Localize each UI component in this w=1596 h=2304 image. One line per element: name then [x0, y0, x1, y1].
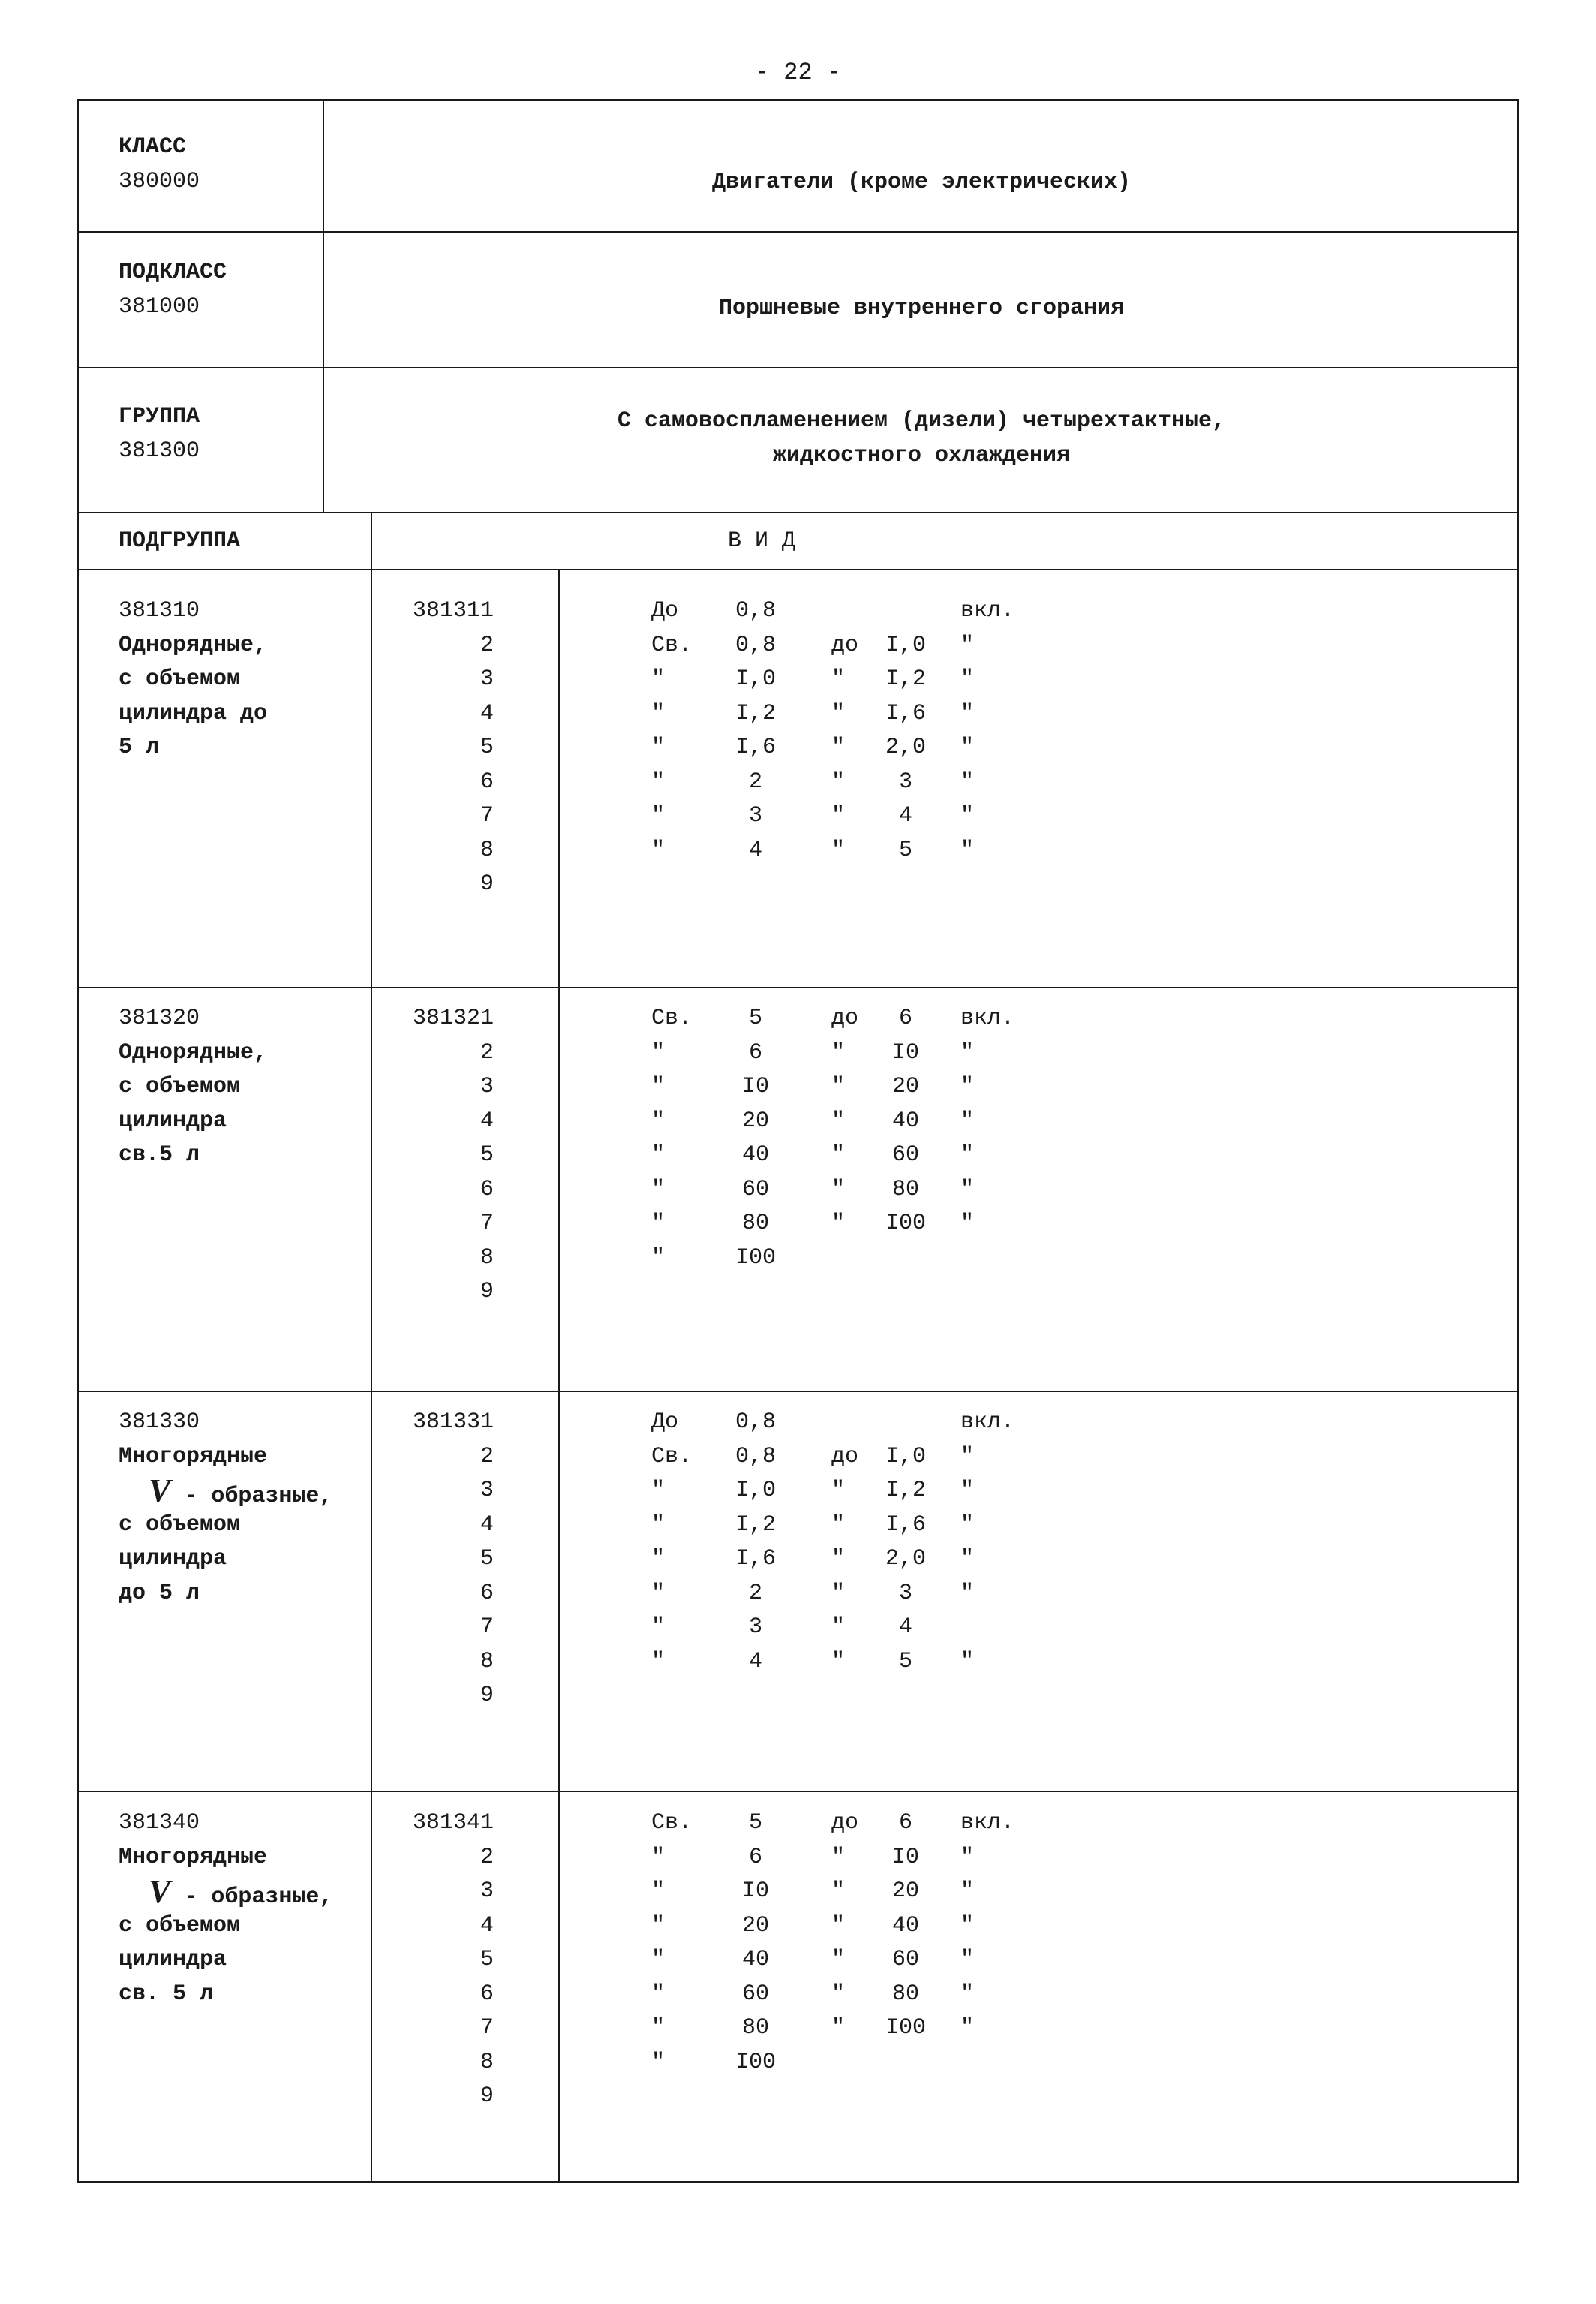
- range-to-word: до: [831, 632, 859, 658]
- range-prefix: ": [651, 1511, 666, 1538]
- range-prefix: ": [651, 1844, 666, 1870]
- range-to-word: ": [831, 1947, 846, 1972]
- inclusive-mark: ": [960, 1443, 975, 1469]
- range-row: [651, 1138, 1222, 1173]
- inclusive-mark: ": [960, 666, 975, 692]
- range-prefix: ": [651, 2015, 666, 2041]
- range-to-word: ": [831, 1844, 846, 1870]
- subgroup-description-line: св.5 л: [119, 1142, 200, 1168]
- range-row: [651, 1577, 1222, 1611]
- type-code: 6: [479, 1176, 494, 1202]
- range-row: [651, 1474, 1222, 1508]
- range-to-word: ": [831, 700, 846, 726]
- range-from: 4: [748, 837, 762, 863]
- subgroup-description-line: V - образные,: [149, 1472, 333, 1509]
- subgroup-code: 381320: [119, 1006, 200, 1031]
- subgroup-code: 381340: [119, 1810, 200, 1836]
- range-to-word: ": [831, 1878, 846, 1904]
- subclass-name: Поршневые внутреннего сгорания: [718, 296, 1125, 321]
- inclusive-mark: вкл.: [960, 598, 1015, 624]
- inclusive-mark: вкл.: [960, 1810, 1015, 1836]
- range-from: 60: [741, 1981, 769, 2007]
- inclusive-mark: ": [960, 1912, 975, 1939]
- range-row: [651, 1542, 1222, 1577]
- range-from: I,0: [735, 666, 776, 692]
- range-from: 0,8: [735, 632, 776, 658]
- range-to-word: ": [831, 1614, 846, 1640]
- range-row: [651, 765, 1222, 800]
- range-to-word: ": [831, 1511, 846, 1538]
- range-prefix: ": [651, 1074, 666, 1099]
- range-to: 4: [898, 1614, 912, 1640]
- range-to-word: до: [831, 1443, 859, 1469]
- inclusive-mark: ": [960, 1478, 975, 1503]
- range-from: 3: [748, 1614, 762, 1640]
- range-prefix: Св.: [651, 632, 693, 658]
- range-to-word: ": [831, 1478, 846, 1503]
- range-prefix: ": [651, 1947, 666, 1972]
- v-shape-letter: V: [149, 1472, 171, 1509]
- range-from: I,2: [735, 1511, 776, 1538]
- range-prefix: ": [651, 735, 666, 760]
- type-code: 2: [479, 1844, 494, 1870]
- subgroup-description-line: с объемом: [119, 666, 241, 692]
- subgroup-description-line: с объемом: [119, 1912, 241, 1939]
- type-code-column: [390, 594, 494, 902]
- range-to-word: ": [831, 803, 846, 829]
- range-from: 5: [748, 1006, 762, 1031]
- page-number: - 22 -: [754, 59, 842, 86]
- type-code: 5: [479, 1947, 494, 1972]
- range-from: 40: [741, 1142, 769, 1168]
- range-prefix: ": [651, 837, 666, 863]
- range-row: [651, 834, 1222, 868]
- range-from: 3: [748, 803, 762, 829]
- range-prefix: Св.: [651, 1810, 693, 1836]
- type-code: 7: [479, 1614, 494, 1640]
- range-row: [651, 2011, 1222, 2046]
- range-to-word: ": [831, 1580, 846, 1606]
- range-from: 4: [748, 1648, 762, 1674]
- range-row: [651, 1036, 1222, 1071]
- range-to: 2,0: [885, 735, 926, 760]
- type-code-column: [390, 1406, 494, 1713]
- range-to-word: ": [831, 2015, 846, 2041]
- v-shape-letter: V: [149, 1873, 171, 1910]
- type-code: 4: [479, 1511, 494, 1538]
- type-code: 2: [479, 1443, 494, 1469]
- subgroup-description-line: V - образные,: [149, 1873, 333, 1910]
- type-code: 6: [479, 1981, 494, 2007]
- range-to-word: ": [831, 1211, 846, 1236]
- range-to: 3: [898, 1580, 912, 1606]
- type-code: 9: [479, 1683, 494, 1708]
- range-to: I0: [891, 1844, 919, 1870]
- range-to-word: ": [831, 735, 846, 760]
- inclusive-mark: ": [960, 735, 975, 760]
- inclusive-mark: ": [960, 1108, 975, 1134]
- inclusive-mark: ": [960, 1947, 975, 1972]
- range-row: [651, 1909, 1222, 1944]
- range-prefix: ": [651, 1580, 666, 1606]
- range-from: 40: [741, 1947, 769, 1972]
- range-from: 80: [741, 2015, 769, 2041]
- inclusive-mark: ": [960, 1211, 975, 1236]
- range-to-word: ": [831, 837, 846, 863]
- divider: [558, 569, 560, 2182]
- range-prefix: ": [651, 1039, 666, 1066]
- type-code: 5: [479, 1546, 494, 1572]
- type-code: 3: [479, 1074, 494, 1099]
- range-row: [651, 1002, 1222, 1036]
- group-code: 381300: [119, 438, 200, 464]
- range-prefix: ": [651, 1648, 666, 1674]
- range-row: [651, 1508, 1222, 1543]
- inclusive-mark: ": [960, 1142, 975, 1168]
- type-code: 8: [479, 837, 494, 863]
- range-row: [651, 594, 1222, 629]
- range-to: 6: [898, 1006, 912, 1031]
- type-code: 8: [479, 1244, 494, 1271]
- range-row: [651, 1275, 1222, 1310]
- range-from: 6: [748, 1039, 762, 1066]
- range-row: [651, 1241, 1222, 1276]
- type-code: 4: [479, 1912, 494, 1939]
- range-from: 20: [741, 1108, 769, 1134]
- range-from: 0,8: [735, 1409, 776, 1435]
- inclusive-mark: ": [960, 837, 975, 863]
- subgroup-description-line: 5 л: [119, 735, 160, 760]
- divider: [77, 512, 1519, 513]
- type-code: 6: [479, 769, 494, 795]
- divider: [77, 231, 1519, 233]
- range-to: 60: [891, 1142, 919, 1168]
- range-prefix: ": [651, 1478, 666, 1503]
- type-code: 7: [479, 1211, 494, 1236]
- subgroup-description-line: Однорядные,: [119, 1039, 268, 1066]
- range-to: 2,0: [885, 1546, 926, 1572]
- range-to: 3: [898, 769, 912, 795]
- type-code: 2: [479, 632, 494, 658]
- type-code-column: [390, 1806, 494, 2114]
- range-prefix: До: [651, 1409, 679, 1435]
- range-from: I00: [735, 1244, 776, 1271]
- range-from: 5: [748, 1810, 762, 1836]
- range-to: I,6: [885, 700, 926, 726]
- range-prefix: ": [651, 700, 666, 726]
- range-to: I,2: [885, 1478, 926, 1503]
- range-to-word: ": [831, 1108, 846, 1134]
- subgroup-description-line: цилиндра: [119, 1546, 227, 1572]
- range-row: [651, 1679, 1222, 1713]
- range-to: 80: [891, 1176, 919, 1202]
- range-to-word: ": [831, 1648, 846, 1674]
- range-from: 0,8: [735, 1443, 776, 1469]
- range-from: 20: [741, 1912, 769, 1939]
- type-code: 381311: [412, 598, 494, 624]
- type-code: 3: [479, 666, 494, 692]
- range-to: I00: [885, 1211, 926, 1236]
- range-to: 4: [898, 803, 912, 829]
- subclass-label: ПОДКЛАСС: [119, 260, 227, 285]
- range-row: [651, 1173, 1222, 1208]
- range-to-word: до: [831, 1810, 859, 1836]
- range-from: I,0: [735, 1478, 776, 1503]
- divider: [77, 1791, 1519, 1792]
- range-to: I0: [891, 1039, 919, 1066]
- range-prefix: ": [651, 1981, 666, 2007]
- inclusive-mark: ": [960, 1580, 975, 1606]
- subgroup-description-line: цилиндра до: [119, 700, 268, 726]
- range-row: [651, 1806, 1222, 1841]
- type-code: 8: [479, 2049, 494, 2075]
- type-code: 3: [479, 1878, 494, 1904]
- range-prefix: ": [651, 666, 666, 692]
- inclusive-mark: ": [960, 2015, 975, 2041]
- range-prefix: ": [651, 1878, 666, 1904]
- type-code: 9: [479, 1279, 494, 1304]
- inclusive-mark: ": [960, 1511, 975, 1538]
- range-row: [651, 868, 1222, 902]
- range-prefix: ": [651, 1211, 666, 1236]
- inclusive-mark: вкл.: [960, 1006, 1015, 1031]
- range-row: [651, 663, 1222, 697]
- subgroup-code: 381330: [119, 1409, 200, 1435]
- range-from: I,6: [735, 1546, 776, 1572]
- kind-column-header: В И Д: [728, 528, 796, 554]
- type-code: 381331: [412, 1409, 494, 1435]
- range-to: I,6: [885, 1511, 926, 1538]
- range-to-word: ": [831, 1142, 846, 1168]
- range-from: 2: [748, 1580, 762, 1606]
- range-to: I00: [885, 2015, 926, 2041]
- type-code: 381341: [412, 1810, 494, 1836]
- type-code: 4: [479, 1108, 494, 1134]
- range-row: [651, 1978, 1222, 2012]
- range-row: [651, 731, 1222, 765]
- subgroup-description-line: цилиндра: [119, 1108, 227, 1134]
- range-row: [651, 1440, 1222, 1475]
- range-from: 6: [748, 1844, 762, 1870]
- range-row: [651, 697, 1222, 732]
- divider: [371, 512, 372, 2182]
- type-code: 6: [479, 1580, 494, 1606]
- range-prefix: ": [651, 1244, 666, 1271]
- range-row: [651, 1105, 1222, 1139]
- type-code: 4: [479, 700, 494, 726]
- range-to: 20: [891, 1074, 919, 1099]
- range-prefix: До: [651, 598, 679, 624]
- subgroup-description-line: с объемом: [119, 1511, 241, 1538]
- range-prefix: ": [651, 1546, 666, 1572]
- range-prefix: ": [651, 1108, 666, 1134]
- inclusive-mark: ": [960, 1176, 975, 1202]
- divider: [77, 1391, 1519, 1392]
- inclusive-mark: ": [960, 1074, 975, 1099]
- subgroup-description-line: до 5 л: [119, 1580, 200, 1606]
- range-prefix: ": [651, 1142, 666, 1168]
- range-from: I,2: [735, 700, 776, 726]
- range-to: 5: [898, 1648, 912, 1674]
- range-to: 60: [891, 1947, 919, 1972]
- group-label: ГРУППА: [119, 404, 200, 429]
- range-to: I,0: [885, 1443, 926, 1469]
- type-code: 8: [479, 1648, 494, 1674]
- inclusive-mark: ": [960, 1039, 975, 1066]
- range-to: 40: [891, 1108, 919, 1134]
- inclusive-mark: ": [960, 803, 975, 829]
- range-row: [651, 2046, 1222, 2080]
- type-code: 5: [479, 1142, 494, 1168]
- range-from: 0,8: [735, 598, 776, 624]
- range-to-word: ": [831, 769, 846, 795]
- range-to-word: ": [831, 1912, 846, 1939]
- inclusive-mark: ": [960, 1844, 975, 1870]
- range-row: [651, 1406, 1222, 1440]
- range-prefix: Св.: [651, 1006, 693, 1031]
- range-prefix: ": [651, 1176, 666, 1202]
- range-to-word: ": [831, 1981, 846, 2007]
- type-code: 381321: [412, 1006, 494, 1031]
- range-row: [651, 1943, 1222, 1978]
- range-row: [651, 1841, 1222, 1875]
- type-code: 9: [479, 2083, 494, 2109]
- range-to-word: ": [831, 1074, 846, 1099]
- range-from: 2: [748, 769, 762, 795]
- divider: [77, 367, 1519, 368]
- inclusive-mark: ": [960, 632, 975, 658]
- inclusive-mark: ": [960, 769, 975, 795]
- type-code-column: [390, 1002, 494, 1310]
- range-prefix: Св.: [651, 1443, 693, 1469]
- group-name-line2: жидкостного охлаждения: [772, 443, 1071, 468]
- range-from: 80: [741, 1211, 769, 1236]
- range-from: I0: [741, 1074, 769, 1099]
- range-from: 60: [741, 1176, 769, 1202]
- range-row: [651, 1611, 1222, 1645]
- range-prefix: ": [651, 2049, 666, 2075]
- range-to: 20: [891, 1878, 919, 1904]
- range-row: [651, 1875, 1222, 1909]
- subgroup-description-line: цилиндра: [119, 1947, 227, 1972]
- range-to-word: до: [831, 1006, 859, 1031]
- subgroup-description-line: с объемом: [119, 1074, 241, 1099]
- range-to: I,0: [885, 632, 926, 658]
- range-to: 5: [898, 837, 912, 863]
- subgroup-description-line: Однорядные,: [119, 632, 268, 658]
- subgroup-code: 381310: [119, 598, 200, 624]
- range-prefix: ": [651, 803, 666, 829]
- range-to-word: ": [831, 1546, 846, 1572]
- type-code: 5: [479, 735, 494, 760]
- subgroup-description-line: св. 5 л: [119, 1981, 214, 2007]
- type-code: 7: [479, 803, 494, 829]
- subgroup-description-line: Многорядные: [119, 1844, 268, 1870]
- range-to-word: ": [831, 666, 846, 692]
- range-row: [651, 1645, 1222, 1680]
- subgroup-column-header: ПОДГРУППА: [119, 528, 241, 554]
- type-code: 3: [479, 1478, 494, 1503]
- inclusive-mark: ": [960, 1546, 975, 1572]
- range-to: 6: [898, 1810, 912, 1836]
- class-label: КЛАСС: [119, 134, 187, 160]
- divider: [77, 569, 1519, 570]
- range-to: 80: [891, 1981, 919, 2007]
- range-prefix: ": [651, 769, 666, 795]
- range-to: I,2: [885, 666, 926, 692]
- range-prefix: ": [651, 1912, 666, 1939]
- inclusive-mark: ": [960, 1878, 975, 1904]
- inclusive-mark: вкл.: [960, 1409, 1015, 1435]
- range-to: 40: [891, 1912, 919, 1939]
- range-to-word: ": [831, 1039, 846, 1066]
- class-code: 380000: [119, 169, 200, 194]
- inclusive-mark: ": [960, 700, 975, 726]
- range-to-word: ": [831, 1176, 846, 1202]
- inclusive-mark: ": [960, 1981, 975, 2007]
- group-name-line1: С самовоспламенением (дизели) четырехтактные,: [617, 408, 1226, 434]
- subclass-code: 381000: [119, 294, 200, 320]
- type-code: 2: [479, 1039, 494, 1066]
- subgroup-description-line: Многорядные: [119, 1443, 268, 1469]
- range-prefix: ": [651, 1614, 666, 1640]
- divider: [77, 987, 1519, 988]
- range-row: [651, 1070, 1222, 1105]
- range-row: [651, 799, 1222, 834]
- class-name: Двигатели (кроме электрических): [711, 170, 1132, 195]
- type-code: 9: [479, 871, 494, 897]
- type-code: 7: [479, 2015, 494, 2041]
- range-row: [651, 629, 1222, 663]
- range-from: I00: [735, 2049, 776, 2075]
- inclusive-mark: ": [960, 1648, 975, 1674]
- range-from: I0: [741, 1878, 769, 1904]
- range-from: I,6: [735, 735, 776, 760]
- range-row: [651, 1207, 1222, 1241]
- range-row: [651, 2080, 1222, 2114]
